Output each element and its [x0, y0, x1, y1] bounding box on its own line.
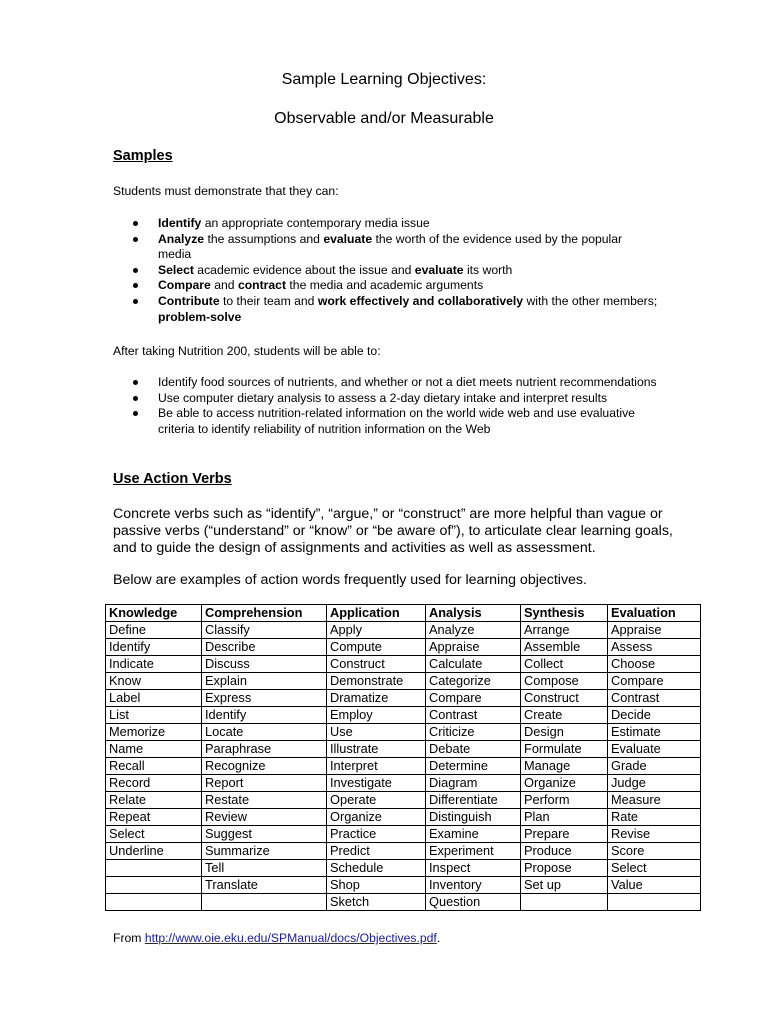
table-cell: Identify — [202, 707, 327, 724]
table-cell: Diagram — [426, 775, 521, 792]
table-cell: Construct — [521, 690, 608, 707]
list-item — [113, 391, 658, 407]
table-cell: Manage — [521, 758, 608, 775]
table-row — [106, 877, 701, 894]
document-title: Sample Learning Objectives: — [281, 71, 487, 88]
table-row — [106, 792, 701, 809]
table-cell: Contrast — [426, 707, 521, 724]
table-cell: Decide — [608, 707, 701, 724]
text: Identify food sources of nutrients, and whether or not a diet meets nutrient recommendations — [158, 375, 657, 389]
table-cell: Discuss — [202, 656, 327, 673]
table-cell: Appraise — [426, 639, 521, 656]
list-item — [113, 294, 658, 325]
table-cell: Assess — [608, 639, 701, 656]
list-item — [113, 263, 658, 279]
table-cell: Value — [608, 877, 701, 894]
table-cell — [106, 877, 202, 894]
table-cell: Operate — [327, 792, 426, 809]
table-cell: Identify — [106, 639, 202, 656]
table-cell: Organize — [327, 809, 426, 826]
table-cell: Report — [202, 775, 327, 792]
table-cell: Restate — [202, 792, 327, 809]
table-cell: Criticize — [426, 724, 521, 741]
table-cell: Debate — [426, 741, 521, 758]
table-cell: Estimate — [608, 724, 701, 741]
column-header: Knowledge — [106, 605, 202, 622]
table-row — [106, 809, 701, 826]
table-cell: Illustrate — [327, 741, 426, 758]
nutrition-intro: After taking Nutrition 200, students will be able to: — [113, 344, 381, 358]
bold-text: Compare — [158, 278, 211, 293]
samples-intro: Students must demonstrate that they can: — [113, 184, 339, 198]
table-row — [106, 775, 701, 792]
table-cell: Indicate — [106, 656, 202, 673]
table-cell: Choose — [608, 656, 701, 673]
table-cell: Judge — [608, 775, 701, 792]
column-header: Application — [327, 605, 426, 622]
table-cell: Define — [106, 622, 202, 639]
text: Be able to access nutrition-related information on the world wide web and use evaluative criteria to identify reliability of nutrition information on the Web — [158, 406, 635, 436]
table-row — [106, 826, 701, 843]
bullet-icon — [133, 299, 138, 304]
bullet-icon — [133, 411, 138, 416]
table-cell: Differentiate — [426, 792, 521, 809]
table-cell: Explain — [202, 673, 327, 690]
table-cell: Compare — [608, 673, 701, 690]
samples-heading: Samples — [113, 148, 173, 164]
table-cell: Locate — [202, 724, 327, 741]
table-cell: Arrange — [521, 622, 608, 639]
table-row — [106, 673, 701, 690]
text: to their team and — [219, 293, 318, 308]
table-cell: Classify — [202, 622, 327, 639]
bullet-icon — [133, 221, 138, 226]
table-row — [106, 758, 701, 775]
nutrition-bullet-list — [113, 375, 658, 437]
action-verbs-intro: Below are examples of action words frequently used for learning objectives. — [113, 572, 587, 588]
table-cell: Investigate — [327, 775, 426, 792]
table-row — [106, 860, 701, 877]
table-cell: Predict — [327, 843, 426, 860]
bullet-icon — [133, 237, 138, 242]
column-header: Synthesis — [521, 605, 608, 622]
action-verbs-heading: Use Action Verbs — [113, 471, 232, 487]
text: with the other members; — [523, 293, 658, 308]
table-cell: List — [106, 707, 202, 724]
list-item — [113, 278, 658, 294]
bullet-icon — [133, 396, 138, 401]
table-cell: Demonstrate — [327, 673, 426, 690]
table-cell: Rate — [608, 809, 701, 826]
table-cell: Underline — [106, 843, 202, 860]
action-verbs-paragraph: Concrete verbs such as “identify”, “argue,” or “construct” are more helpful than vague or passive verbs (“understand” or “know” or “be aware of”), to articulate clear learning goals, and to guide the design of assignments and activities as well as assessment. — [113, 506, 673, 556]
table-cell: Translate — [202, 877, 327, 894]
table-cell: Examine — [426, 826, 521, 843]
table-row — [106, 639, 701, 656]
bold-text: Analyze — [158, 231, 205, 246]
bold-text: evaluate — [414, 262, 464, 277]
list-item — [113, 375, 658, 391]
bold-text: problem-solve — [158, 309, 242, 324]
table-header-row — [106, 605, 701, 622]
table-cell: Analyze — [426, 622, 521, 639]
text: its worth — [463, 262, 513, 277]
table-cell: Sketch — [327, 894, 426, 911]
text: Use computer dietary analysis to assess a 2-day dietary intake and interpret results — [158, 390, 608, 405]
table-cell — [106, 894, 202, 911]
table-cell: Practice — [327, 826, 426, 843]
table-cell — [106, 860, 202, 877]
table-cell: Shop — [327, 877, 426, 894]
table-cell: Know — [106, 673, 202, 690]
footer-prefix: From — [113, 931, 145, 945]
table-cell: Tell — [202, 860, 327, 877]
table-cell: Summarize — [202, 843, 327, 860]
table-cell: Organize — [521, 775, 608, 792]
table-cell: Experiment — [426, 843, 521, 860]
table-cell: Describe — [202, 639, 327, 656]
table-row — [106, 894, 701, 911]
table-row — [106, 741, 701, 758]
table-cell: Label — [106, 690, 202, 707]
table-cell: Recognize — [202, 758, 327, 775]
table-row — [106, 622, 701, 639]
text: academic evidence about the issue and — [193, 262, 415, 277]
table-cell: Categorize — [426, 673, 521, 690]
list-item — [113, 406, 658, 437]
column-header: Evaluation — [608, 605, 701, 622]
table-cell: Set up — [521, 877, 608, 894]
table-cell — [608, 894, 701, 911]
list-item — [113, 232, 658, 263]
table-cell: Design — [521, 724, 608, 741]
bullet-icon — [133, 380, 138, 385]
table-cell: Determine — [426, 758, 521, 775]
table-cell: Recall — [106, 758, 202, 775]
table-cell: Suggest — [202, 826, 327, 843]
table-cell: Score — [608, 843, 701, 860]
table-cell — [202, 894, 327, 911]
table-cell: Measure — [608, 792, 701, 809]
table-row — [106, 656, 701, 673]
table-cell: Formulate — [521, 741, 608, 758]
table-cell: Select — [608, 860, 701, 877]
table-cell: Repeat — [106, 809, 202, 826]
table-cell: Relate — [106, 792, 202, 809]
bold-text: Select — [158, 262, 194, 277]
source-footer — [113, 931, 440, 945]
table-cell: Memorize — [106, 724, 202, 741]
text: an appropriate contemporary media issue — [201, 216, 430, 230]
table-cell: Compute — [327, 639, 426, 656]
table-cell: Distinguish — [426, 809, 521, 826]
text: the worth of the evidence used by the popular media — [158, 231, 623, 262]
table-cell: Review — [202, 809, 327, 826]
table-row — [106, 843, 701, 860]
table-cell: Select — [106, 826, 202, 843]
table-cell: Create — [521, 707, 608, 724]
table-cell: Produce — [521, 843, 608, 860]
table-body — [106, 622, 701, 911]
bold-text: work effectively and collaboratively — [317, 293, 524, 308]
table-cell: Contrast — [608, 690, 701, 707]
table-cell: Appraise — [608, 622, 701, 639]
table-cell: Plan — [521, 809, 608, 826]
samples-bullet-list — [113, 216, 658, 325]
table-row — [106, 690, 701, 707]
table-cell: Use — [327, 724, 426, 741]
table-cell: Dramatize — [327, 690, 426, 707]
table-row — [106, 707, 701, 724]
bullet-icon — [133, 283, 138, 288]
bold-text: Contribute — [158, 293, 220, 308]
table-cell: Collect — [521, 656, 608, 673]
bullet-icon — [133, 268, 138, 273]
table-cell: Employ — [327, 707, 426, 724]
action-verbs-table — [105, 604, 701, 911]
table-cell: Question — [426, 894, 521, 911]
text: the assumptions and — [204, 231, 324, 246]
list-item — [113, 216, 658, 232]
bold-text: evaluate — [323, 231, 373, 246]
table-cell: Interpret — [327, 758, 426, 775]
table-cell: Apply — [327, 622, 426, 639]
table-cell: Record — [106, 775, 202, 792]
table-cell: Grade — [608, 758, 701, 775]
source-link[interactable]: http://www.oie.eku.edu/SPManual/docs/Objectives.pdf — [144, 931, 437, 945]
table-cell: Compare — [426, 690, 521, 707]
table-cell: Paraphrase — [202, 741, 327, 758]
column-header: Comprehension — [202, 605, 327, 622]
table-cell: Express — [202, 690, 327, 707]
text: and — [210, 278, 238, 293]
footer-suffix: . — [436, 931, 441, 945]
table-cell: Prepare — [521, 826, 608, 843]
table-cell: Inspect — [426, 860, 521, 877]
table-row — [106, 724, 701, 741]
document-subtitle: Observable and/or Measurable — [274, 110, 494, 127]
table-cell — [521, 894, 608, 911]
table-cell: Name — [106, 741, 202, 758]
table-cell: Assemble — [521, 639, 608, 656]
text: the media and academic arguments — [286, 278, 484, 293]
table-cell: Schedule — [327, 860, 426, 877]
bold-text: contract — [237, 278, 287, 293]
table-cell: Perform — [521, 792, 608, 809]
bold-text: Identify — [158, 216, 202, 230]
table-cell: Construct — [327, 656, 426, 673]
table-cell: Propose — [521, 860, 608, 877]
table-cell: Inventory — [426, 877, 521, 894]
table-cell: Revise — [608, 826, 701, 843]
column-header: Analysis — [426, 605, 521, 622]
table-cell: Calculate — [426, 656, 521, 673]
table-cell: Compose — [521, 673, 608, 690]
table-cell: Evaluate — [608, 741, 701, 758]
